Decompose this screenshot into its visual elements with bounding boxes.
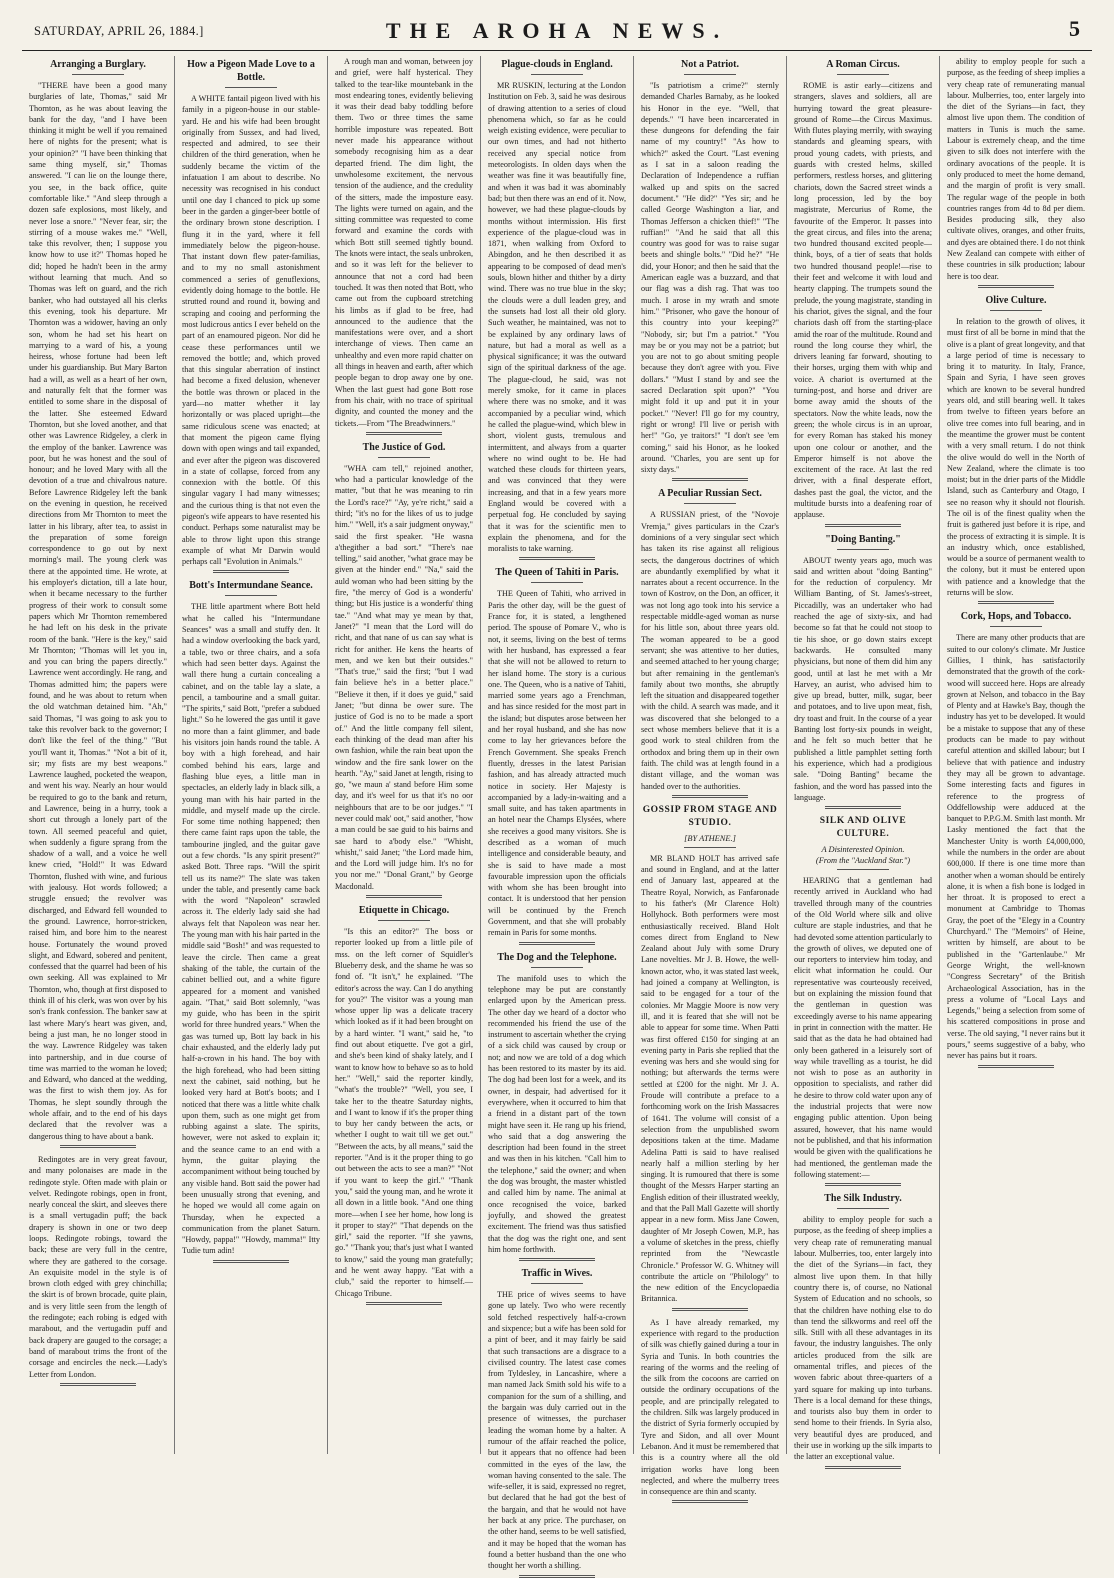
article-body: ABOUT twenty years ago, much was said and written about "doing Banting" for the reduction of corpulency. Mr William Banting, of St. James's-street, Piccadilly, was an undertaker who had reached the age of sixty-six, and had become so fat that he could not stoop to tie his shoe, or go down stairs except backwards. He consulted many physicians, but none of them did him any good, until at last he met with a Mr Harvey, an aurist, who advised him to give up bread, butter, milk, sugar, beer and potatoes, and to live upon meat, fish, dry toast and fruit. In the course of a year Banting lost forty-six pounds in weight, and he felt so much better that he published a little pamphlet setting forth his experience, which had a prodigious sale. "Doing Banting" became the fashion, and the word has passed into the language.	[794, 555, 932, 802]
article-divider	[825, 524, 901, 527]
column-6	[786, 56, 939, 1462]
article-divider	[366, 895, 442, 898]
article	[947, 294, 1085, 604]
headline-rule	[378, 920, 430, 921]
article	[29, 58, 167, 1148]
article-body: MR RUSKIN, lecturing at the London Institution on Feb. 3, said he was desirous of drawing attention to a series of cloud phenomena which, so far as he could weigh existing evidence, were peculiar to our own times, and had not hitherto received any special notice from meteorologists. In olden days when the weather was fine it was beautifully fine, and when it was bad it was abominably bad; but then there was an end of it. Now, however, we had these plague-clouds by months without intermission. His first experience of the plague-cloud was in 1871, when walking from Oxford to Abingdon, and he then described it as appearing to be composed of dead men's souls, blown hither and thither by a dirty wind. There was no true blue in the sky; the clouds were a dull leaden grey, and the sunsets had lost all their old glory. Such weather, he maintained, was not to be explained by any ordinary laws of nature, but had a moral as well as a physical significance; it was the outward sign of the spiritual darkness of the age. The plague-cloud, he said, was not merely smoke, for it came in places where there was no smoke, and it was accompanied by a peculiar wind, which he called the plague-wind, which blew in short, violent gusts, tremulous and intermittent, and always from a quarter where no wind ought to be. He had watched these clouds for thirteen years, and was convinced that they were increasing, and that in a few years more England would be covered with a perpetual fog. He concluded by saying that it was for the scientific men to explain the phenomena, and for the moralists to take warning.	[488, 81, 626, 554]
article-byline: [BY ATHENE.]	[684, 833, 736, 843]
article-divider	[519, 1575, 595, 1578]
headline-rule	[684, 74, 736, 75]
article	[794, 1192, 932, 1469]
article-body: A RUSSIAN priest, of the "Novoje Vremja," gives particulars in the Czar's dominions of a very singular sect which has taken its rise against all religious sects, the dangerous doctrines of which are abundantly exemplified by what it narrates about a recent occurrence. In the town of Kostrov, on the Don, an officer, it was not long ago took into his service a respectable middle-aged woman as nurse for his little son, about three years old. The woman appeared to be a good servant; she was attentive to her duties, and seemed attached to her young charge; but after remaining in the gentleman's family about two months, she abruptly left the situation and disappeared together with the child. A search was made, and it was discovered that she belonged to a sect whose members believe that it is a good work to steal children from the orthodox and bring them up in their own faith. The child was at length found in a distant village, and the woman was handed over to the authorities.	[641, 510, 779, 791]
article-headline: "Doing Banting."	[825, 533, 901, 545]
article-body: There are many other products that are suited to our colony's climate. Mr Justice Gillies, I think, has satisfactorily demonstrated that the growth of the cork-wood will succeed here. Hops are already grown at Nelson, and tobacco in the Bay of Plenty and at Hawke's Bay, though the industry has yet to be developed. It would be a mistake to suppose that any of these products can be made to pay without careful attention and skilled labour; but I believe that with patience and industry they may all be grown to advantage. Some interesting facts and figures in reference to the progress of Oddfellowship were adduced at the banquet to P.P.G.M. Smith last month. Mr Lasky mentioned the fact that the Manchester Unity is worth £4,000,000, while the numbers in the order are about 600,000. If there is one time more than another when a woman should be entirely alone, it is when a fish bone is lodged in her throat. It is proposed to erect a monument at Cambridge to Thomas Gray, the poet of the "Elegy in a Country Churchyard." The "Memoirs" of Heine, written by himself, are about to be published in the "Gartenlaube." Mr George Wright, the well-known "Congress Secretary" of the British Archaeological Association, has in the press a volume of "Local Lays and Legends," being a selection from some of his scattered compositions in prose and verse. The old saying, "I never rains but it pours," seems suggestive of a baby, who never has pains but it roars.	[947, 633, 1085, 1061]
headline-rule	[225, 595, 277, 596]
article	[488, 58, 626, 560]
article-headline: The Justice of God.	[362, 441, 446, 453]
article	[488, 566, 626, 944]
article-divider	[519, 942, 595, 945]
article	[794, 533, 932, 810]
article	[488, 1267, 626, 1577]
article-body: "WHA cam tell," rejoined another, who had a particular knowledge of the matter, "but that he was meaning to rin the Lord's race?" "Ay, ye're richt," said a third; "it's no for the likes of us to judge him." "Well, it's a sair judgment onyway," said the first speaker. "He wasna a'thegither a bad sort." "There's nae telling," said another, "what grace may be given at the hinder end." "Na," said the auld woman who had been sitting by the fire, "the mercy of God is a wonderfu' thing; but His justice is a wonderfu' thing tae." "And what may ye mean by that, Janet?" "I mean that the Lord will do richt, and that nane of us can say what is richt for anither. He kens the hearts of men, and we ken but their outsides." "That's true," said the first; "but I wad fain believe he's in a better place." "Believe it then, if it does ye guid," said Janet; "but dinna be ower sure. The justice of God is no to be made a sport of." And the little company fell silent, each thinking of the dead man after his own fashion, while the rain beat upon the window and the fire sank lower on the hearth. "Ay," said Janet at length, rising to go, "we maun a' stand before Him some day, and it's weel for us that it's no oor neighbours that are to be oor judges." "I never could mak' oot," said another, "how a man could be sae guid to his bairns and sae hard to a'body else." "Whisht, whisht," said Janet; "the Lord made him, and the Lord will judge him. It's no for you nor me." "Donal Grant," by George Macdonald.	[335, 463, 473, 891]
article	[794, 815, 932, 1186]
article-headline: Etiquette in Chicago.	[358, 905, 450, 917]
column-1	[22, 56, 174, 1454]
article-body: A WHITE fantail pigeon lived with his family in a pigeon-house in our stable-yard. He and his wife had been brought originally from Sussex, and had lived, respected and admired, to see their children of the third generation, when he suddenly became the victim of the infatuation I am about to describe. No necessity was recognised in his conduct until one day I chanced to pick up some beer in the garden a ginger-beer bottle of the ordinary brown stone description. I flung it in the yard, where it fell immediately below the pigeon-house. That instant down flew pater-familias, and to my no small astonishment commenced a series of genuflexions, evidently doing homage to the bottle. He strutted round and round it, bowing and scraping and cooing and performing the most ludicrous antics I ever beheld on the part of an enamoured pigeon. Nor did he cease these performances until we removed the bottle; and, which proved that this singular aberration of instinct had become a fixed delusion, whenever the bottle was thrown or placed in the yard—no matter whether it lay horizontally or was placed upright—the same ridiculous scene was enacted; at that moment the pigeon came flying down with open wings and tail expanded, and ever after the pigeon was discovered in a state of collapse, forced from any connexion with the bottle. Of this singular vagary I had many witnesses; and the curious thing is that not even the pigeon's wife appears to have resented his conduct. Perhaps some naturalist may be able to throw light upon this strange example of what Mr Darwin would perhaps call "Evolution in Animals."	[182, 94, 320, 567]
article	[641, 58, 779, 481]
columns	[22, 56, 1092, 1571]
headline-rule	[225, 87, 277, 88]
issue-date: SATURDAY, APRIL 26, 1884.]	[34, 24, 204, 38]
article-headline: Bott's Intermundane Seance.	[189, 580, 313, 592]
article-headline: Traffic in Wives.	[521, 1268, 593, 1280]
article-body: Redingotes are in very great favour, and many polonaises are made in the redingote style. Often made with plain or velvet. Redingote robings, open in front, nearly conceal the skirt, and sleeves there is a small vertugadin puff; the back drapery is shown in one or two deep loops. Redingote robings, toward the back; these are very full in the centre, where they are gathered to the corsage. An exquisite model in the style is of brown cloth edged with grey chinchilla; the skirt is of brown brocade, quite plain, and is very little seen from the length of the redingote; each robing is edged with marabout, and the vertugadin puff and back drapery are gauged to the corsage; a band of marabout trims the front of the corsage and encircles the neck.—Lady's Letter from London.	[29, 1154, 167, 1379]
article	[641, 804, 779, 1311]
headline-rule	[837, 549, 889, 550]
column-7	[939, 56, 1092, 1454]
newspaper-title: THE AROHA NEWS.	[385, 18, 729, 43]
article-divider	[519, 557, 595, 560]
article-divider	[825, 806, 901, 809]
article-headline: The Queen of Tahiti in Paris.	[495, 567, 619, 579]
article-body: "THERE have been a good many burglaries of late, Thomas," said Mr Thornton, as he was about leaving the bank for the day, "and I have been thinking it might be well if you remained here of nights for the present; what is your opinion?" "I have been thinking that same thing myself, sir," Thomas answered. "I can lie on the lounge there, you see, in the back office, quite comfortable like." "And sleep through a dozen safe explosions, most likely, and never lose a snore." "Never fear, sir; the stirring of a mouse wakes me." "Well, take this revolver, then; I suppose you know how to use it?" Thomas hoped he did; hoped he hadn't been in the army without learning that much. And so Thomas was left on guard, and the rich banker, who had outstayed all his clerks this evening, took his departure. Mr Thornton was a widower, having an only son, whom he had set his heart on marrying to a ward of his, a young heiress, whose fortune had been left under his guardianship. But Mary Barton had a will, as well as a heart of her own, and naturally felt that the former was entitled to some share in the disposal of the latter. She esteemed Edward Thornton, but she loved another, and that other was Lawrence Ridgeley, a clerk in the employ of the banker. Lawrence was poor, but he was honest and the soul of honour; and he loved Mary with all the devotion of a true and chivalrous nature. Before Lawrence Ridgeley left the bank on the evening in question, he received directions from Mr Thornton to meet the latter in his library, after tea, to assist in the preparation of some foreign correspondence to go out by next morning's mail. The young clerk was there at the appointed time. He wrote, at his employer's dictation, till a late hour, when it became necessary to the further progress of their work to consult some papers which Mr Thornton remembered he had left on his desk in the private room of the bank. "Here is the key," said Mr Thornton; "Thomas will let you in, and you can bring the papers directly." Lawrence went accordingly. He rang, and Thomas admitted him; the papers were found, and he was about to return when the old watchman detained him. "Ah," said Thomas, "I was going to ask you to take this revolver back to the governor; I don't like the feel of the thing." "But you'll want it, Thomas." "Not a bit of it, sir; my fists are my best weapons." Lawrence laughed, pocketed the weapon, and went his way. Nearly an hour would be required to go to the bank and return, and Lawrence, being in a hurry, took a short cut through a lonely part of the town. All seemed peaceful and quiet, when suddenly a figure sprang from the shadow of a wall, and a voice he well knew cried, "Hold!" It was Edward Thornton, flushed with wine, and furious with jealousy. Hot words followed; a struggle ensued; the revolver was discharged, and Edward fell wounded to the ground. Lawrence, horror-stricken, raised him, and bore him to the nearest house. Fortunately the wound proved slight, and Edward, sobered and penitent, confessed that the quarrel had been of his own seeking. All was explained to Mr Thornton, who, though at first disposed to think ill of his clerk, was won over by his son's frank confession. The banker saw at last where Mary's heart was given, and, being a just man, he no longer stood in the way. Lawrence Ridgeley was taken into partnership, and in due course of time was married to the woman he loved; and Edward, who danced at the wedding, was the first to wish them joy. As for Thomas, he slept soundly through the whole affair, and to the end of his days declared that the revolver was a dangerous thing to have about a bank.	[29, 81, 167, 1141]
article-divider	[60, 1383, 136, 1386]
article-divider	[672, 478, 748, 481]
article	[947, 56, 1085, 288]
column-4	[480, 56, 633, 1571]
column-3	[327, 56, 480, 1454]
article-headline: SILK AND OLIVE CULTURE.	[819, 816, 907, 840]
article-body: HEARING that a gentleman had recently arrived in Auckland who had travelled through many of the countries of the Old World where silk and olive culture are staple industries, and that he had devoted some attention particularly to the growth of olives, we deputed one of our reporters to interview him today, and elicit what information he could. Our representative was courteously received, but on explaining the mission found that the gentleman in question was exceedingly averse to his name appearing in print in connection with the matter. He said that as the data he had obtained had only been gathered in a leisurely sort of way while travelling as a tourist, he did not wish to pose as an authority in opposition to specialists, and rather did he desire to throw cold water upon any of the industrial projects that were now engaging public attention. Upon being assured, however, that his name would not be published, and that his information would be given with the qualifications he had mentioned, the gentleman made the following statement:—	[794, 876, 933, 1179]
article-divider	[825, 1183, 901, 1186]
article	[335, 441, 473, 898]
article-divider	[825, 1466, 901, 1469]
article-body: THE price of wives seems to have gone up lately. Two who were recently sold fetched respectively half-a-crown and sixpence; but a wife has been sold for a pint of beer, and it may fairly be said that such transactions are a disgrace to a civilised country. The latest case comes from Tyldesley, in Lancashire, where a man named Jack Smith sold his wife to a companion for the sum of a shilling, and the bargain was duly carried out in the presence of witnesses, the purchaser leading the woman home by a halter. A rumour of the affair reached the police, but it appears that no offence had been committed in the eyes of the law, the woman having consented to the sale. The wife-seller, it is said, expressed no regret, but declared that he had got the best of the bargain, and that he would not have her back at any price. The purchaser, on the other hand, seems to be well satisfied, and it may be hoped that the woman has found a better husband than the one who thought her worth a shilling.	[488, 1290, 626, 1571]
article-divider	[978, 601, 1054, 604]
article	[794, 58, 932, 527]
article	[335, 904, 473, 1305]
article-divider	[213, 570, 289, 573]
article-headline: The Dog and the Telephone.	[497, 951, 617, 963]
article-divider	[60, 1145, 136, 1148]
column-5	[633, 56, 786, 1497]
article	[29, 1154, 167, 1386]
article-divider	[366, 1302, 442, 1305]
article-headline: Arranging a Burglary.	[50, 59, 146, 70]
article-headline: Cork, Hops, and Tobacco.	[960, 611, 1072, 623]
article-body: "Is patriotism a crime?" sternly demanded Charles Barnaby, as he looked his Honor in the eye. "Well, that depends." "I have been incarcerated in these dungeons for defending the fair name of my country!" "As how to which?" asked the Court. "Last evening as I sat in a saloon reading the Declaration of Independence a ruffian walked up and spits on the sacred document." "He did?" "Yes sir; and he called George Washington a liar, and Thomas Jefferson a chicken thief!" "The ruffian!" "And he said that all this country was good for was to raise sugar beets and shingle bolts." "Did he?" "He did, your Honor; and then he said that the American eagle was a buzzard, and that our flag was a dish rag. That was too much. I arose in my wrath and smote him." "Prisoner, who gave the honour of this country into your keeping?" "Nobody, sir; but I'm a patriot." "You may be or you may not be a patriot; but you are not to go about smiting people because they don't agree with you. Five dollars." "Must I stand by and see the sacred Declaration spit upon?" "You might fold it up and put it in your pocket." "Never! I'll go for my country, right or wrong! I'll live or perish with her!" "Go, ye traitors!" "I don't see 'em coming," said his Honor, as he looked around. "Charles, you are sent up for sixty days."	[641, 81, 779, 475]
headline-rule	[684, 503, 736, 504]
article	[641, 1317, 779, 1504]
article	[182, 58, 320, 573]
article-headline: Plague-clouds in England.	[501, 59, 613, 70]
article-headline: The Silk Industry.	[824, 1193, 902, 1205]
article-divider	[519, 1258, 595, 1261]
headline-rule	[837, 1208, 889, 1209]
article	[947, 610, 1085, 1067]
article-body: "Is this an editor?" The boss or reporter looked up from a little pile of mss. on the left corner of Squidler's Blueberry desk, and the shame he was so fond of. "It isn't," he explained. "The editor's across the way. Can I do anything for you?" The visitor was a young man whose upper lip was a delicate tracery which looked as if it had been brought on by a hard winter. "I want," said he, "to find out about etiquette. I've got a girl, and she's been kind of shaky lately, and I want to know how to behave so as to hold her." "Well," said the reporter kindly, "what's the trouble?" "Well, you see, I take her to the theatre Saturday nights, and I want to know if it's the proper thing to buy her candy between the acts, or whether I ought to wait till we get out." "Between the acts, by all means," said the reporter. "And is it the proper thing to go out between the acts to see a man?" "Not if you want to keep the girl." "Thank you," said the young man, and he wrote it all down in a little book. "And one thing more—when I see her home, how long is it proper to stay?" "That depends on the girl," said the reporter. "If she yawns, go." "Thank you; that's just what I wanted to know," said the young man gratefully; and he went away happy. "Eat with a club," said the reporter to himself.—Chicago Tribune.	[335, 927, 473, 1298]
article-headline: A Roman Circus.	[826, 59, 900, 70]
article-headline: How a Pigeon Made Love to a Bottle.	[187, 59, 315, 83]
article-body: A rough man and woman, between joy and grief, were half hysterical. They talked to the tear-like mountebank in the most endearing tones, evidently believing it was their dead baby toddling before them. Two or three times the same horrible imposture was repeated. Bott never made his appearance without somebody recognising him as a dear departed friend. The dim light, the unwholesome excitement, the nervous tension of the audience, and the credulity of the sitters, made the imposture easy. The lights were turned on again, and the sitting committee was requested to come forward and examine the cords with which Bott still seemed tightly bound. The knots were intact, the seals unbroken, and so it was left for the believer to announce that not a cord had been touched. It was then noted that Bott, who came out from the cupboard stretching his limbs as if glad to be free, had announced to the audience that the manifestations were over, and a short interchange of views. Then came an unhealthy and even more rapid chatter on all things in heaven and earth, after which people began to drop away one by one. When the last guest had gone Bott rose from his chair, with no trace of spiritual dignity, and counted the money and the tickets.—From "The Breadwinners."	[335, 57, 473, 428]
article-body: THE little apartment where Bott held what he called his "Intermundane Seances" was a small and stuffy den. It had a window overlooking the back yard, a table, two or three chairs, and a sofa which had seen better days. Against the wall there hung a curtain concealing a cabinet, and on the table lay a slate, a pencil, a tambourine and a small guitar. "The spirits," said Bott, "prefer a subdued light." So he lowered the gas until it gave no more than a faint glimmer, and bade his visitors join hands round the table. A boy with a high forehead, and hair combed behind his ears, large and flashing blue eyes, a little man in spectacles, an elderly lady in black silk, a young man with his hair parted in the middle, and myself made up the circle. For some time nothing happened; then there came faint raps upon the table, the tambourine jingled, and the guitar gave out a few chords. "Is any spirit present?" asked Bott. Three raps. "Will the spirit tell us its name?" The slate was taken under the table, and presently came back with the word "Napoleon" scrawled across it. The elderly lady said she had always felt that Napoleon was near her. The young man with his hair parted in the middle said "Bosh!" and was requested to leave the circle. Then came a great shaking of the table, the curtain of the cabinet bellied out, and a white figure appeared for a moment and vanished again. "That," said Bott solemnly, "was my guide, who has been in the spirit world for three hundred years." When the gas was turned up, Bott lay back in his chair exhausted, and the elderly lady put half-a-crown in his hand. The boy with the high forehead, who had been sitting next the cabinet, said nothing, but he looked very hard at Bott's boots; and I noticed that there was a little white chalk upon them, such as one might get from rubbing against a slate. The spirits, however, were not asked to explain it; and the seance came to an end with a hymn, the guitar playing the accompaniment without being touched by any visible hand. Bott said the power had been unusually strong that evening, and he hoped we would all come again on Thursday, when he expected a communication from the planet Saturn. "Howdy, pappa!" "Howdy, mamma!" Itty Tudie tum adin!	[182, 602, 320, 1256]
article-divider	[978, 1065, 1054, 1068]
article-body: The manifold uses to which the telephone may be put are constantly enlarged upon by the American press. The other day we heard of a doctor who recommended his friend the use of the instrument to ascertain whether the crying of a sick child was caused by croup or not; and now we are told of a dog which has been restored to its master by its aid. The dog had been lost for a week, and its owner, in despair, had advertised for it everywhere, when it occurred to him that a friend in a distant part of the town might have seen it. He rang up his friend, who said that a dog answering the description had been found in the street and was then in his kitchen. "Call him to the telephone," said the owner; and when the dog was brought, the master whistled and called him by name. The animal at once recognised the voice, barked joyfully, and showed the greatest excitement. The friend was thus satisfied that the dog was the right one, and sent him home forthwith.	[488, 973, 627, 1254]
article-divider	[672, 795, 748, 798]
article-body: As I have already remarked, my experience with regard to the production of silk was chiefly gained during a tour in Syria and Tunis. In both countries the rearing of the worms and the reeling of the silk from the cocoons are carried on outside the ordinary occupations of the people, and are principally relegated to the children. Silk was largely produced in the district of Syria formerly occupied by Tyre and Sidon, and all over Mount Lebanon. And it must be remembered that this is a country where all the old irrigation works have long been neglected, and where the mulberry trees in consequence are thin and scanty.	[641, 1317, 780, 1497]
article-source: (From the "Auckland Star.")	[815, 856, 911, 866]
article-headline: GOSSIP FROM STAGE AND STUDIO.	[642, 804, 778, 828]
headline-rule	[990, 310, 1042, 311]
page-number: 5	[1069, 16, 1080, 41]
headline-rule	[531, 1283, 583, 1284]
article-divider	[213, 1260, 289, 1263]
column-2	[174, 56, 327, 1454]
headline-rule	[837, 74, 889, 75]
headline-rule	[684, 847, 736, 848]
headline-rule	[378, 457, 430, 458]
article-headline: A Peculiar Russian Sect.	[658, 488, 762, 500]
article-body: In relation to the growth of olives, it must first of all be borne in mind that the olive is a plant of great longevity, and that a large period of time is necessary to bring it to maturity. In Italy, France, Spain and Syria, I have seen groves which are known to be several hundred years old, and still bearing well. It takes from twelve to fifteen years before an olive tree comes into full bearing, and in the meantime the grower must be content with a very small return. I do not think the olive would do well in the North of New Zealand, where the climate is too moist; but in the drier parts of the Middle Island, such as Canterbury and Otago, I see no reason why it should not flourish. The oil is of the finest quality when the fruit is gathered just before it is ripe, and the process of extracting it is simple. It is an industry which, once established, would be a source of permanent wealth to the colony, but it must be entered upon with patience and a knowledge that the returns will be slow.	[947, 316, 1085, 598]
article-body: MR BLAND HOLT has arrived safe and sound in England, and at the latter end of January last, appeared at the Theatre Royal, Norwich, as Fanfaronade to his father's (Mr Clarence Holt) Hollyhock. Both performers were most enthusiastically received. Bland Holt comes direct from England to New Zealand about July with some Drury Lane novelties. Mr J. B. Howe, the well-known actor, who, it was stated last week, had joined a company at Wellington, is said to be engaged for a tour of the colonies. Mr Maggie Moore is now very ill, and it is feared that she will not be able to appear for some time. When Patti was first offered £150 for singing at an evening party in Paris she replied that the evening was hers and she would sing for nothing; but afterwards the terms were settled at £200 for the night. Mr J. A. Froude will contribute a preface to a forthcoming work on the Irish Massacres of 1641. The volume will consist of a selection from the unpublished sworn depositions taken at the time. Madame Adelina Patti is said to have realised nearly half a million sterling by her singing. It is rumoured that there is some thought of the Messrs Harper starting an English edition of their illustrated weekly, and that the Pall Mall Gazette will shortly appear in a new form. Miss Jane Cowen, daughter of Mr Joseph Cowen, M.P., has a volume of sketches in the press, chiefly reprinted from the "Newcastle Chronicle." Professor W. G. Whitney will contribute the article on "Philology" to the new edition of the Encyclopaedia Britannica.	[641, 853, 779, 1304]
article-divider	[672, 1308, 748, 1311]
headline-rule	[990, 626, 1042, 627]
headline-rule	[531, 74, 583, 75]
article	[488, 951, 626, 1261]
article-body: ROME is astir early—citizens and strangers, slaves and soldiers, all are hurrying toward the great pleasure-ground of Rome—the Circus Maximus. With flutes playing merrily, with swaying standards and gleaming spears, with proud young cadets, with priests, and guards with crested helms, skilled performers, restless horses, and glittering chariots, down the Sacred street winds a long procession, led by the boy magistrate, Mercurius of Rome, the favourite of the Emperor. It passes into the great circus, and files into the arena; two hundred thousand excited people—think, boys, of a tier of seats that holds two hundred thousand people!—rise to their feet and welcome it with loud and hearty clapping. The trumpets sound the prelude, the young magistrate, standing in his chariot, gives the signal, and the four chariots dash off from the starting-place amid the roar of the multitude. Round and round the long course they whirl, the drivers leaning far forward, shouting to their horses, urging them with whip and voice. A chariot is overturned at the turning-post, and horse and driver are borne away amid the shouts of the spectators. Now the white leads, now the green; the whole circus is in an uproar, for every Roman has staked his money upon one colour or another, and the Emperor himself is not above the excitement of the race. At last the red driver, with a final desperate effort, dashes past the goal, the victor, and the multitude bursts into a deafening roar of applause.	[794, 81, 932, 520]
article-divider	[978, 285, 1054, 288]
headline-rule	[837, 869, 889, 870]
article-divider	[672, 1500, 748, 1503]
article-body: ability to employ people for such a purpose, as the feeding of sheep implies a very cheap rate of remunerating manual labour. Mulberries, too, enter largely into the diet of the Syrians—in fact, they almost live upon them. In that hilly country there is, of course, no National System of Education and no schools, so that the children have nothing else to do than tend the silkworms and reel off the silk. Still with all these advantages in its favour, the industry languishes. The only articles produced from the silk are ornamental trifles, and pieces of the woven fabric about three-quarters of a yard square for making up into turbans. There is a local demand for these things, and tourists also buy them in order to send home to their friends. In Syria also, very beautiful dyes are produced, and their use in working up the silk imparts to the latter an exceptional value.	[794, 1215, 932, 1462]
headline-rule	[531, 582, 583, 583]
article-subtitle: A Disinterested Opinion.	[821, 845, 905, 855]
article-body: ability to employ people for such a purpose, as the feeding of sheep implies a very cheap rate of remunerating manual labour. Mulberries, too, enter largely into the diet of the Syrians—in fact, they almost live upon them. The condition of matters in Tunis is much the same. Labour is extremely cheap, and the time given to silk does not interfere with the ordinary avocations of the people. It is only produced to meet the home demand, and the margin of profit is very small. The regular wage of the people in both countries ranges from 4d to 8d per diem. Besides producing silk, they also cultivate olives, oranges, and other fruits, and dyes are obtained there. I do not think New Zealand can compete with either of these countries in silk production; labour here is too dear.	[947, 57, 1086, 281]
headline-rule	[531, 967, 583, 968]
headline-rule	[72, 74, 124, 75]
article	[641, 487, 779, 797]
article-body: THE Queen of Tahiti, who arrived in Paris the other day, will be the guest of France for, it is stated, a lengthened period. The spouse of Pomare V., who is not, it seems, living on the best of terms with her husband, has expressed a fear that she will not be allowed to return to her island home. The story is a curious one. The Queen, who is a native of Tahiti, married some years ago a Frenchman, and has since resided for the most part in the island; but disputes arose between her and her royal husband, and she has now come to lay her grievances before the French Government. She speaks French fluently, dresses in the latest Parisian fashion, and has already attracted much notice in society. Her Majesty is accompanied by a lady-in-waiting and a small suite, and has taken apartments in an hotel near the Champs Elysées, where she receives a good many visitors. She is described as a woman of much intelligence and considerable beauty, and she is said to have made a most favourable impression upon the officials with whom she has been brought into contact. It is understood that her pension will be continued by the French Government, and that she will probably remain in Paris for some months.	[488, 589, 626, 938]
article-divider	[366, 432, 442, 435]
article	[335, 56, 473, 435]
masthead	[22, 10, 1092, 51]
article	[182, 579, 320, 1262]
article-headline: Olive Culture.	[985, 294, 1047, 306]
article-headline: Not a Patriot.	[680, 59, 740, 70]
